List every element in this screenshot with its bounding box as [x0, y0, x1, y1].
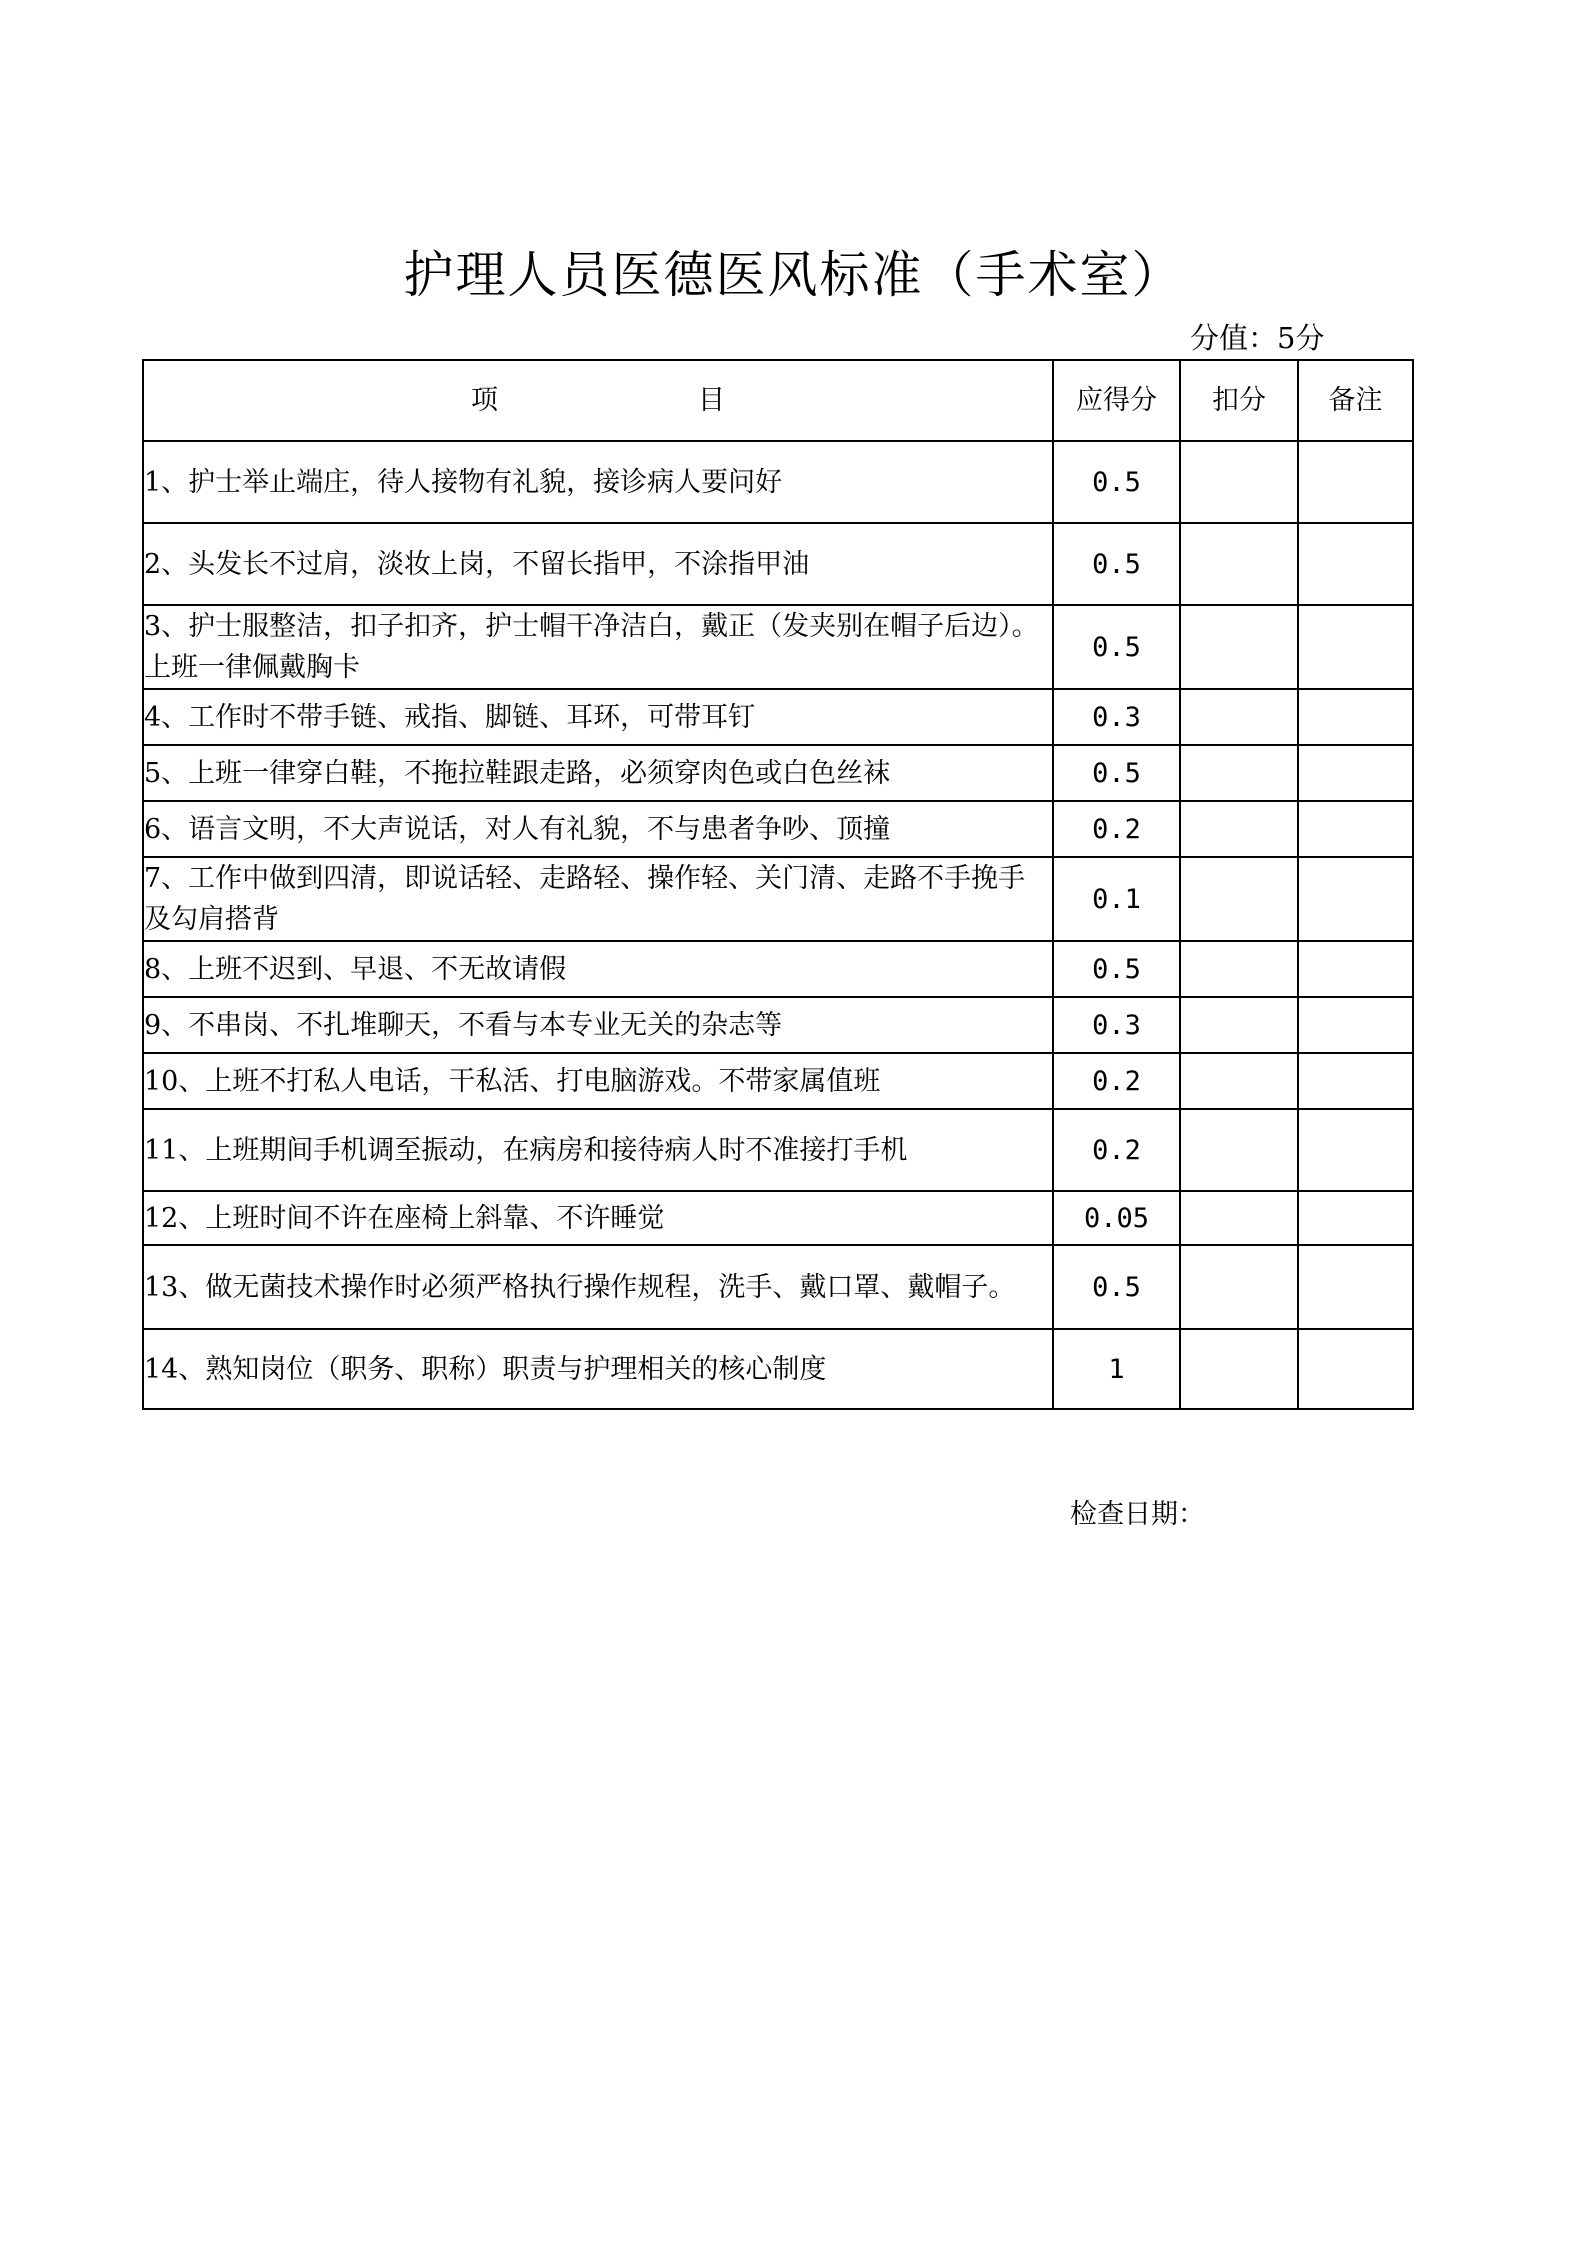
- table-row: [143, 857, 1413, 941]
- header-item: [143, 360, 1053, 441]
- deduction-cell[interactable]: [1180, 801, 1298, 857]
- expected-score: 0.2: [1053, 801, 1180, 857]
- table-row: [143, 441, 1413, 523]
- remarks-cell[interactable]: [1298, 1053, 1413, 1109]
- item-text: 5、上班一律穿白鞋，不拖拉鞋跟走路，必须穿肉色或白色丝袜: [143, 745, 1053, 801]
- table-row: [143, 941, 1413, 997]
- remarks-cell[interactable]: [1298, 857, 1413, 941]
- expected-score: 0.5: [1053, 523, 1180, 605]
- item-text: 7、工作中做到四清，即说话轻、走路轻、操作轻、关门清、走路不手挽手及勾肩搭背: [143, 857, 1053, 941]
- deduction-cell[interactable]: [1180, 941, 1298, 997]
- item-text: 13、做无菌技术操作时必须严格执行操作规程，洗手、戴口罩、戴帽子。: [143, 1245, 1053, 1329]
- item-text: 8、上班不迟到、早退、不无故请假: [143, 941, 1053, 997]
- item-text: 4、工作时不带手链、戒指、脚链、耳环，可带耳钉: [143, 689, 1053, 745]
- deduction-cell[interactable]: [1180, 523, 1298, 605]
- deduction-cell[interactable]: [1180, 857, 1298, 941]
- expected-score: 0.3: [1053, 997, 1180, 1053]
- remarks-cell[interactable]: [1298, 801, 1413, 857]
- deduction-cell[interactable]: [1180, 1329, 1298, 1409]
- check-date-label: 检查日期：: [1070, 1499, 1205, 1530]
- deduction-cell[interactable]: [1180, 1245, 1298, 1329]
- header-item-part2: 目: [698, 385, 725, 416]
- deduction-cell[interactable]: [1180, 689, 1298, 745]
- remarks-cell[interactable]: [1298, 745, 1413, 801]
- expected-score: 0.5: [1053, 941, 1180, 997]
- table-row: [143, 745, 1413, 801]
- item-text: 3、护士服整洁，扣子扣齐，护士帽干净洁白，戴正（发夹别在帽子后边）。上班一律佩戴胸卡: [143, 605, 1053, 689]
- expected-score: 0.2: [1053, 1053, 1180, 1109]
- table-row: [143, 1191, 1413, 1245]
- item-text: 12、上班时间不许在座椅上斜靠、不许睡觉: [143, 1191, 1053, 1245]
- expected-score: 0.2: [1053, 1109, 1180, 1191]
- score-total-label: 分值：5分: [1190, 321, 1325, 355]
- table-row: [143, 1245, 1413, 1329]
- expected-score: 0.3: [1053, 689, 1180, 745]
- table-row: [143, 1053, 1413, 1109]
- remarks-cell[interactable]: [1298, 689, 1413, 745]
- remarks-cell[interactable]: [1298, 1329, 1413, 1409]
- deduction-cell[interactable]: [1180, 1109, 1298, 1191]
- expected-score: 1: [1053, 1329, 1180, 1409]
- table-row: [143, 605, 1413, 689]
- header-item-part1: 项: [471, 385, 498, 416]
- item-text: 10、上班不打私人电话，干私活、打电脑游戏。不带家属值班: [143, 1053, 1053, 1109]
- header-deduction: 扣分: [1180, 360, 1298, 441]
- item-text: 9、不串岗、不扎堆聊天，不看与本专业无关的杂志等: [143, 997, 1053, 1053]
- expected-score: 0.5: [1053, 605, 1180, 689]
- deduction-cell[interactable]: [1180, 441, 1298, 523]
- remarks-cell[interactable]: [1298, 941, 1413, 997]
- item-text: 2、头发长不过肩，淡妆上岗，不留长指甲，不涂指甲油: [143, 523, 1053, 605]
- item-text: 11、上班期间手机调至振动，在病房和接待病人时不准接打手机: [143, 1109, 1053, 1191]
- remarks-cell[interactable]: [1298, 605, 1413, 689]
- expected-score: 0.1: [1053, 857, 1180, 941]
- remarks-cell[interactable]: [1298, 1245, 1413, 1329]
- deduction-cell[interactable]: [1180, 605, 1298, 689]
- table-row: [143, 689, 1413, 745]
- table-row: [143, 523, 1413, 605]
- item-text: 6、语言文明，不大声说话，对人有礼貌，不与患者争吵、顶撞: [143, 801, 1053, 857]
- table-row: [143, 801, 1413, 857]
- remarks-cell[interactable]: [1298, 1109, 1413, 1191]
- document-title: 护理人员医德医风标准（手术室）: [403, 246, 1184, 304]
- table-header-row: [143, 360, 1413, 441]
- header-expected-score: 应得分: [1053, 360, 1180, 441]
- expected-score: 0.5: [1053, 441, 1180, 523]
- remarks-cell[interactable]: [1298, 997, 1413, 1053]
- table-row: [143, 1109, 1413, 1191]
- table-row: [143, 997, 1413, 1053]
- table-row: [143, 1329, 1413, 1409]
- expected-score: 0.5: [1053, 745, 1180, 801]
- header-remarks: 备注: [1298, 360, 1413, 441]
- remarks-cell[interactable]: [1298, 523, 1413, 605]
- deduction-cell[interactable]: [1180, 997, 1298, 1053]
- standards-table: [142, 359, 1414, 1410]
- expected-score: 0.05: [1053, 1191, 1180, 1245]
- expected-score: 0.5: [1053, 1245, 1180, 1329]
- remarks-cell[interactable]: [1298, 441, 1413, 523]
- item-text: 14、熟知岗位（职务、职称）职责与护理相关的核心制度: [143, 1329, 1053, 1409]
- remarks-cell[interactable]: [1298, 1191, 1413, 1245]
- deduction-cell[interactable]: [1180, 1053, 1298, 1109]
- item-text: 1、护士举止端庄，待人接物有礼貌，接诊病人要问好: [143, 441, 1053, 523]
- deduction-cell[interactable]: [1180, 745, 1298, 801]
- deduction-cell[interactable]: [1180, 1191, 1298, 1245]
